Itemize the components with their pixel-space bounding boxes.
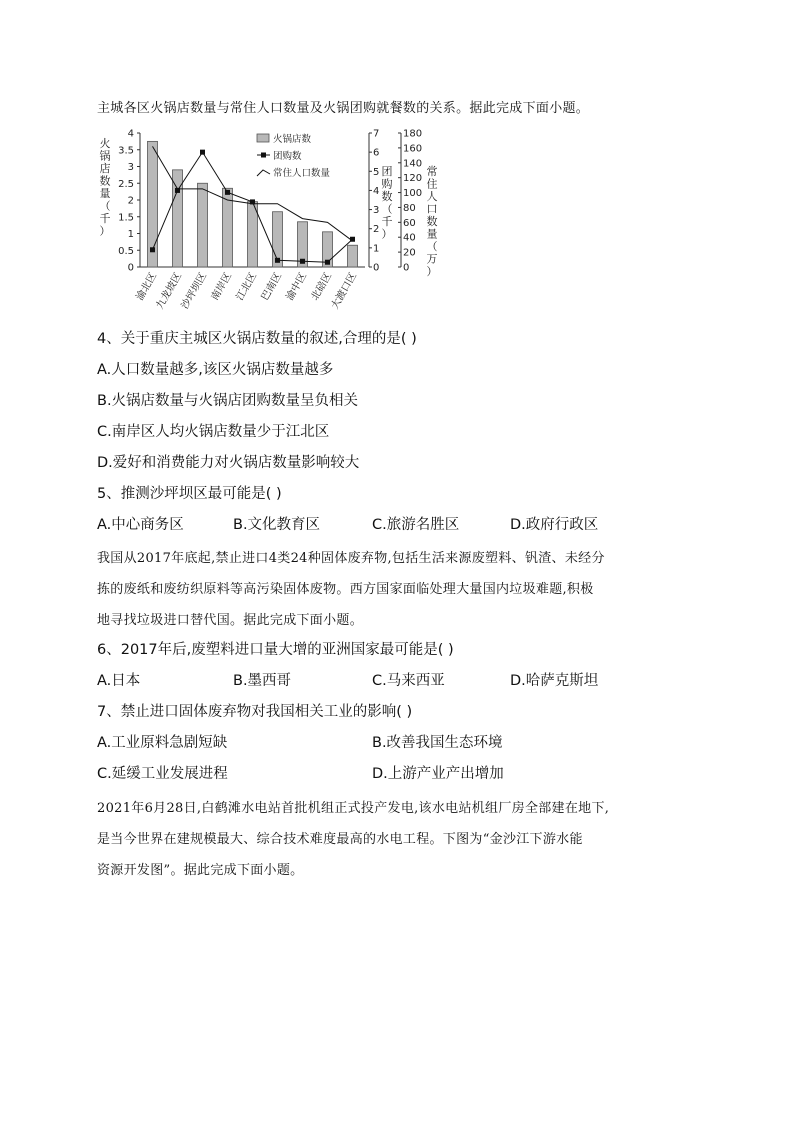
tuangou-point-巴南区 (275, 258, 280, 263)
left-tick-label: 0.5 (118, 245, 134, 257)
left-tick-label: 2 (127, 195, 134, 207)
q6-option-d[interactable]: D.哈萨克斯坦 (510, 673, 599, 689)
left-tick-label: 3 (127, 162, 134, 173)
q4-option-b[interactable]: B.火锅店数量与火锅店团购数量呈负相关 (97, 393, 359, 409)
question-7-stem: 7、禁止进口固体废弃物对我国相关工业的影响( ) (97, 704, 413, 720)
legend-bar-label: 火锅店数 (273, 134, 312, 145)
category-label-巴南区: 巴南区 (259, 271, 285, 303)
hotpot-chart (95, 120, 475, 320)
intro-text-waste-1: 我国从2017年底起,禁止进口4类24种固体废弃物,包括生活来源废塑料、钒渣、未经分 (97, 551, 605, 566)
tuangou-point-沙坪坝区 (200, 150, 205, 155)
right2-tick-label: 160 (403, 143, 423, 155)
legend-population-line (257, 170, 270, 176)
bar-大渡口区 (348, 245, 358, 267)
left-tick-label: 1.5 (118, 212, 134, 224)
intro-text-waste-2: 拣的废纸和废纺织原料等高污染固体废物。西方国家面临处理大量国内垃圾难题,积极 (97, 582, 594, 597)
right1-tick-label: 3 (373, 205, 380, 217)
q6-option-c[interactable]: C.马来西亚 (372, 673, 445, 689)
q4-option-a[interactable]: A.人口数量越多,该区火锅店数量越多 (97, 362, 334, 378)
right1-tick-label: 2 (373, 224, 380, 236)
right2-axis-label: 常住人口数量（万） (426, 165, 438, 278)
question-6-stem: 6、2017年后,废塑料进口量大增的亚洲国家最可能是( ) (97, 642, 454, 658)
bar-沙坪坝区 (198, 183, 208, 267)
intro-text-dam-3: 资源开发图”。据此完成下面小题。 (97, 863, 304, 878)
right1-tick-label: 0 (373, 262, 380, 274)
chart-legend (257, 133, 331, 179)
q5-option-d[interactable]: D.政府行政区 (510, 517, 599, 533)
tuangou-point-大渡口区 (350, 237, 355, 242)
left-tick-label: 0 (127, 262, 134, 274)
category-labels (133, 270, 359, 311)
category-label-沙坪坝区: 沙坪坝区 (179, 271, 210, 312)
legend-population-label: 常住人口数量 (273, 168, 331, 179)
question-5-stem: 5、推测沙坪坝区最可能是( ) (97, 486, 282, 502)
right1-tick-label: 4 (373, 185, 380, 197)
legend-tuangou-marker (261, 153, 266, 158)
category-label-江北区: 江北区 (234, 271, 260, 303)
right-axis-tuangou (369, 129, 379, 274)
tuangou-point-九龙坡区 (175, 188, 180, 193)
tuangou-point-渝北区 (150, 247, 155, 252)
right2-tick-label: 120 (403, 173, 423, 185)
left-tick-label: 2.5 (118, 178, 134, 190)
category-label-南岸区: 南岸区 (209, 271, 235, 303)
intro-text-waste-3: 地寻找垃圾进口替代国。据此完成下面小题。 (97, 613, 364, 628)
tuangou-point-渝中区 (300, 259, 305, 264)
right1-tick-label: 1 (373, 243, 380, 255)
q6-option-a[interactable]: A.日本 (97, 673, 141, 689)
q6-option-b[interactable]: B.墨西哥 (233, 673, 292, 689)
q7-option-c[interactable]: C.延缓工业发展进程 (97, 766, 228, 782)
left-tick-label: 3.5 (118, 145, 134, 157)
category-label-渝中区: 渝中区 (284, 271, 310, 303)
category-label-渝北区: 渝北区 (134, 271, 160, 303)
q5-option-a[interactable]: A.中心商务区 (97, 517, 184, 533)
legend-bar-swatch (257, 134, 269, 142)
intro-text-dam-1: 2021年6月28日,白鹤滩水电站首批机组正式投产发电,该水电站机组厂房全部建在地下, (97, 801, 610, 816)
right1-tick-label: 6 (373, 147, 380, 159)
legend-tuangou-label: 团购数 (273, 151, 302, 162)
tuangou-point-南岸区 (225, 190, 230, 195)
left-axis-label: 火锅店数量（千） (99, 137, 111, 238)
category-label-大渡口区: 大渡口区 (329, 271, 360, 312)
bar-江北区 (248, 202, 258, 267)
q7-option-b[interactable]: B.改善我国生态环境 (372, 735, 503, 751)
category-label-九龙坡区: 九龙坡区 (154, 271, 185, 312)
right-axis-population (398, 129, 422, 274)
intro-text-chart: 主城各区火锅店数量与常住人口数量及火锅团购就餐数的关系。据此完成下面小题。 (97, 101, 590, 116)
right2-tick-label: 180 (403, 128, 423, 140)
right2-tick-label: 60 (403, 217, 416, 229)
right2-tick-label: 0 (403, 262, 410, 274)
right2-tick-label: 20 (403, 247, 416, 259)
right1-axis-label: 团购数（千） (381, 165, 393, 241)
left-tick-label: 4 (127, 128, 134, 140)
right2-tick-label: 40 (403, 232, 416, 244)
left-tick-label: 1 (127, 229, 134, 240)
q7-option-d[interactable]: D.上游产业产出增加 (372, 766, 504, 782)
right2-tick-label: 80 (403, 202, 416, 214)
right1-tick-label: 7 (373, 128, 380, 140)
right2-tick-label: 100 (403, 188, 423, 200)
right2-tick-label: 140 (403, 158, 423, 170)
q7-option-a[interactable]: A.工业原料急剧短缺 (97, 735, 228, 751)
q4-option-c[interactable]: C.南岸区人均火锅店数量少于江北区 (97, 424, 330, 440)
tuangou-point-江北区 (250, 199, 255, 204)
q5-option-b[interactable]: B.文化教育区 (233, 517, 321, 533)
intro-text-dam-2: 是当今世界在建规模最大、综合技术难度最高的水电工程。下图为“金沙江下游水能 (97, 832, 583, 847)
category-label-北碚区: 北碚区 (309, 271, 335, 303)
tuangou-point-北碚区 (325, 260, 330, 265)
q4-option-d[interactable]: D.爱好和消费能力对火锅店数量影响较大 (97, 455, 360, 471)
right1-tick-label: 5 (373, 166, 380, 178)
q5-option-c[interactable]: C.旅游名胜区 (372, 517, 460, 533)
question-4-stem: 4、关于重庆主城区火锅店数量的叙述,合理的是( ) (97, 331, 417, 347)
